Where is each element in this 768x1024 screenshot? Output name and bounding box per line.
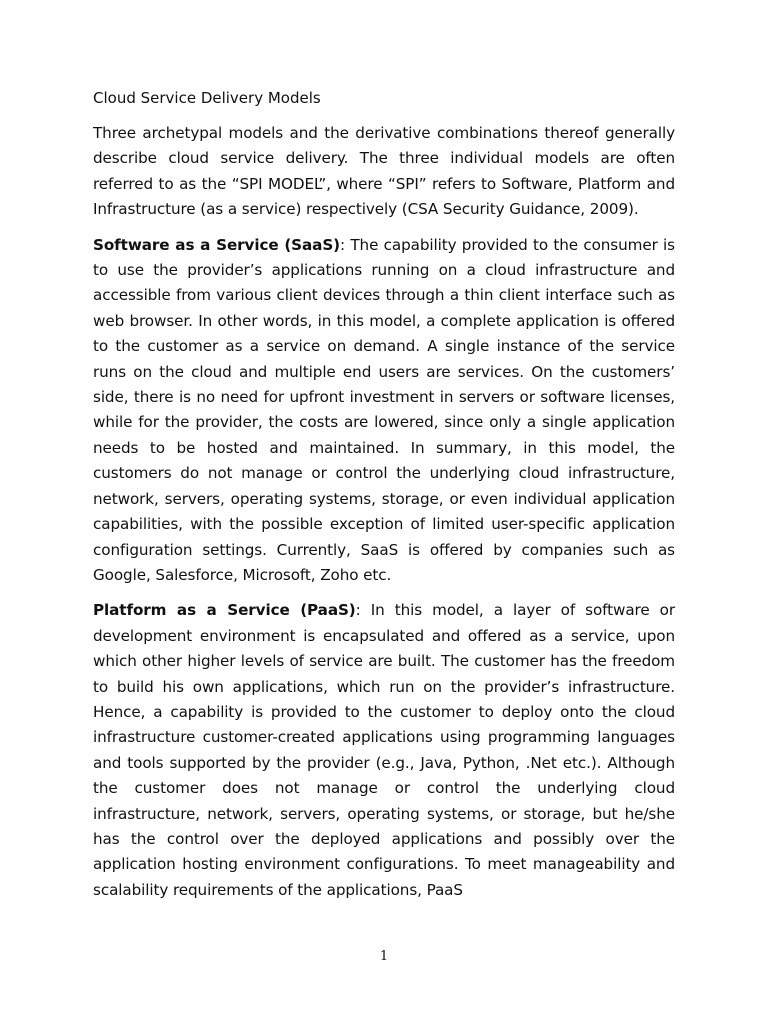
saas-colon: : <box>340 235 346 254</box>
paas-body: In this model, a layer of software or development environment is encapsulated and offered as a service, upon which other higher levels of service are built. The customer has the freedom to build his own applications, which run on the provider’s infrastructure. Hence, a capability is provided to the customer to deploy onto the cloud infrastructure customer-created applications using programming languages and tools supported by the provider (e.g., Java, Python, .Net etc.). Although the customer does not manage or control the underlying cloud infrastructure, network, servers, operating systems, or storage, but he/she has the control over the deployed applications and possibly over the application hosting environment configurations. To meet manageability and scalability requirements of the applications, PaaS <box>93 601 675 899</box>
saas-paragraph <box>93 233 675 589</box>
document-title: Cloud Service Delivery Models <box>93 89 321 107</box>
document-page <box>93 86 675 913</box>
paas-colon: : <box>355 601 361 620</box>
paas-heading: Platform as a Service (PaaS) <box>93 601 356 620</box>
saas-body: The capability provided to the consumer is to use the provider’s applications running on a cloud infrastructure and accessible from various client devices through a thin client interface such as web browser. In other words, in this model, a complete application is offered to the customer as a service on demand. A single instance of the service runs on the cloud and multiple end users are services. On the customers’ side, there is no need for upfront investment in servers or software licenses, while for the provider, the costs are lowered, since only a single application needs to be hosted and maintained. In summary, in this model, the customers do not manage or control the underlying cloud infrastructure, network, servers, operating systems, storage, or even individual application capabilities, with the possible exception of limited user-specific application configuration settings. Currently, SaaS is offered by companies such as Google, Salesforce, Microsoft, Zoho etc. <box>93 235 675 584</box>
intro-paragraph: Three archetypal models and the derivative combinations thereof generally describe cloud service delivery. The three individual models are often referred to as the “SPI MODEL”, where “SPI” refers to Software, Platform and Infrastructure (as a service) respectively (CSA Security Guidance, 2009). <box>93 124 675 219</box>
paas-paragraph <box>93 598 675 903</box>
saas-heading: Software as a Service (SaaS) <box>93 235 340 254</box>
page-number: 1 <box>379 949 389 964</box>
